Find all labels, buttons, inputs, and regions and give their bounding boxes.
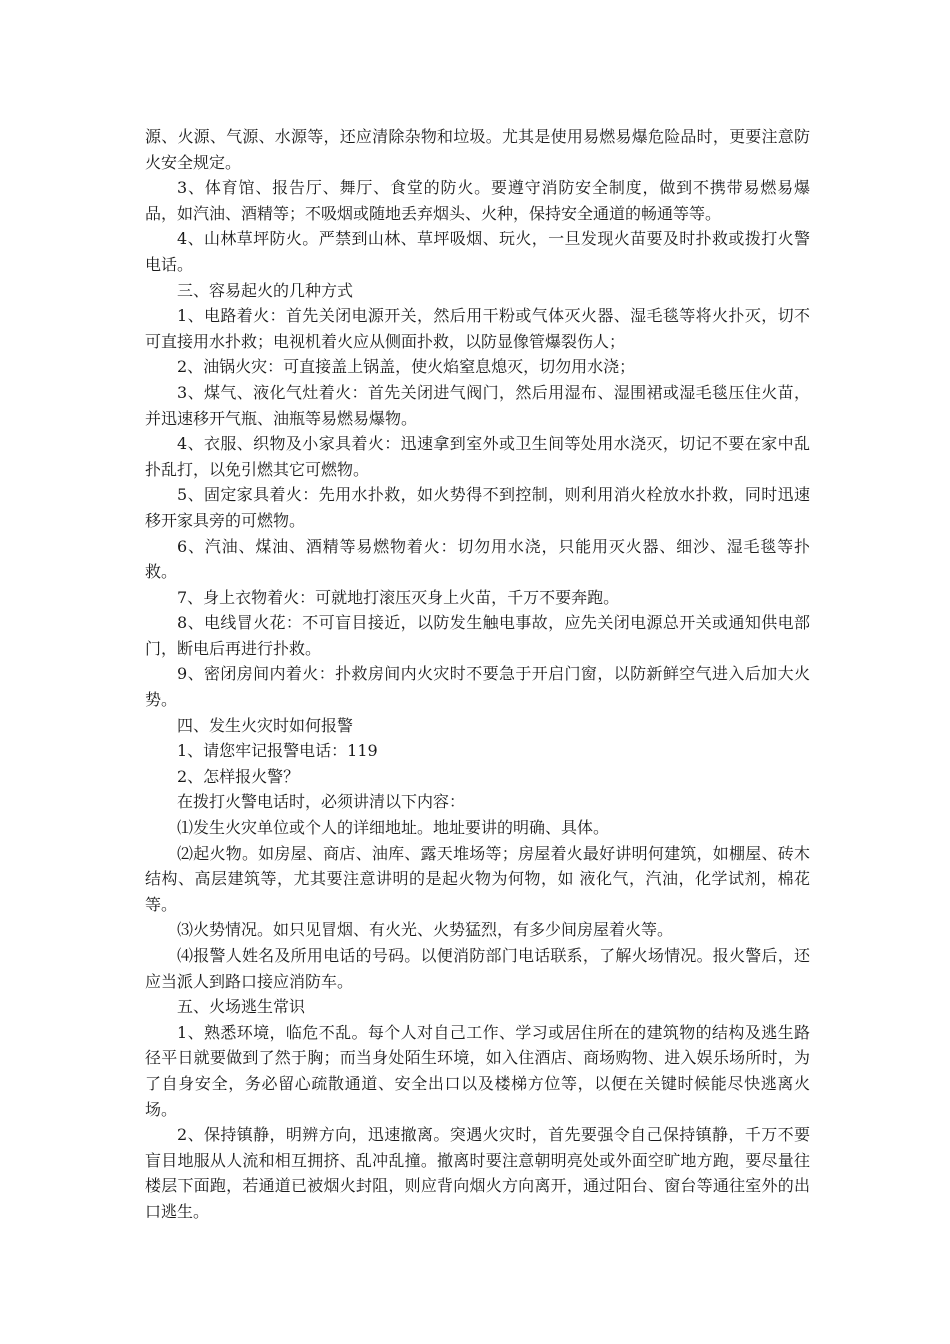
paragraph-gas-stove-fire: 3、煤气、液化气灶着火：首先关闭进气阀门，然后用湿布、湿围裙或湿毛毯压住火苗，并迅速移开气瓶、油瓶等易燃易爆物。 bbox=[145, 382, 810, 428]
paragraph-how-to-report: 2、怎样报火警？ bbox=[177, 766, 300, 786]
paragraph-oil-pan-fire: 2、油锅火灾：可直接盖上锅盖，使火焰窒息熄灭，切勿用水浇； bbox=[177, 357, 636, 377]
paragraph-4-forest-fire: 4、山林草坪防火。严禁到山林、草坪吸烟、玩火，一旦发现火苗要及时扑救或拨打火警电话。 bbox=[145, 229, 810, 274]
paragraph-report-address: ⑴发生火灾单位或个人的详细地址。地址要讲的明确、具体。 bbox=[177, 818, 610, 838]
document-body bbox=[145, 124, 810, 1225]
paragraph-circuit-fire: 1、电路着火：首先关闭电源开关，然后用干粉或气体灭火器、湿毛毯等将火扑灭，切不可直接用水扑救；电视机着火应从侧面扑救，以防显像管爆裂伤人； bbox=[145, 306, 810, 351]
paragraph-stay-calm: 2、保持镇静，明辨方向，迅速撤离。突遇火灾时，首先要强令自己保持镇静，千万不要盲目地服从人流和相互拥挤、乱冲乱撞。撤离时要注意朝明亮处或外面空旷地方跑，要尽量往楼层下面跑，若通道已被烟火封阻，则应背向烟火方向离开，通过阳台、窗台等通往室外的出口逃生。 bbox=[145, 1125, 810, 1221]
section-heading-3: 三、容易起火的几种方式 bbox=[177, 280, 354, 300]
paragraph-know-environment: 1、熟悉环境，临危不乱。每个人对自己工作、学习或居住所在的建筑物的结构及逃生路径平日就要做到了然于胸；而当身处陌生环境，如入住酒店、商场购物、进入娱乐场所时，为了自身安全，务必留心疏散通道、安全出口以及楼梯方位等，以便在关键时候能尽快逃离火场。 bbox=[145, 1022, 810, 1119]
paragraph-closed-room-fire: 9、密闭房间内着火：扑救房间内火灾时不要急于开启门窗，以防新鲜空气进入后加大火势。 bbox=[145, 664, 810, 710]
paragraph-clothing-fire: 4、衣服、织物及小家具着火：迅速拿到室外或卫生间等处用水浇灭，切记不要在家中乱扑乱打，以免引燃其它可燃物。 bbox=[145, 434, 810, 479]
paragraph-report-content: 在拨打火警电话时，必须讲清以下内容： bbox=[177, 792, 466, 812]
paragraph-wire-sparks: 8、电线冒火花：不可盲目接近，以防发生触电事故，应先关闭电源总开关或通知供电部门，断电后再进行扑救。 bbox=[145, 613, 810, 658]
paragraph-alarm-number: 1、请您牢记报警电话：119 bbox=[177, 741, 378, 761]
paragraph-report-material: ⑵起火物。如房屋、商店、油库、露天堆场等；房屋着火最好讲明何建筑，如棚屋、砖木结构、高层建筑等，尤其要注意讲明的是起火物为何物，如 液化气，汽油，化学试剂，棉花等。 bbox=[145, 843, 810, 914]
paragraph-fuel-fire: 6、汽油、煤油、酒精等易燃物着火：切勿用水浇，只能用灭火器、细沙、湿毛毯等扑救。 bbox=[145, 536, 810, 582]
paragraph-body-clothing-fire: 7、身上衣物着火：可就地打滚压灭身上火苗，千万不要奔跑。 bbox=[177, 587, 620, 607]
paragraph-furniture-fire: 5、固定家具着火：先用水扑救，如火势得不到控制，则利用消火栓放水扑救，同时迅速移开家具旁的可燃物。 bbox=[145, 485, 810, 530]
section-heading-5: 五、火场逃生常识 bbox=[177, 997, 306, 1017]
section-heading-4: 四、发生火灾时如何报警 bbox=[177, 715, 354, 735]
paragraph-report-fire-status: ⑶火势情况。如只见冒烟、有火光、火势猛烈，有多少间房屋着火等。 bbox=[177, 920, 674, 940]
paragraph-continuation: 源、火源、气源、水源等，还应清除杂物和垃圾。尤其是使用易燃易爆危险品时，更要注意防火安全规定。 bbox=[145, 127, 810, 172]
paragraph-report-caller: ⑷报警人姓名及所用电话的号码。以便消防部门电话联系，了解火场情况。报火警后，还应当派人到路口接应消防车。 bbox=[145, 946, 810, 991]
paragraph-3-gym-fire: 3、体育馆、报告厅、舞厅、食堂的防火。要遵守消防安全制度，做到不携带易燃易爆品，如汽油、酒精等；不吸烟或随地丢弃烟头、火种，保持安全通道的畅通等等。 bbox=[145, 178, 810, 223]
